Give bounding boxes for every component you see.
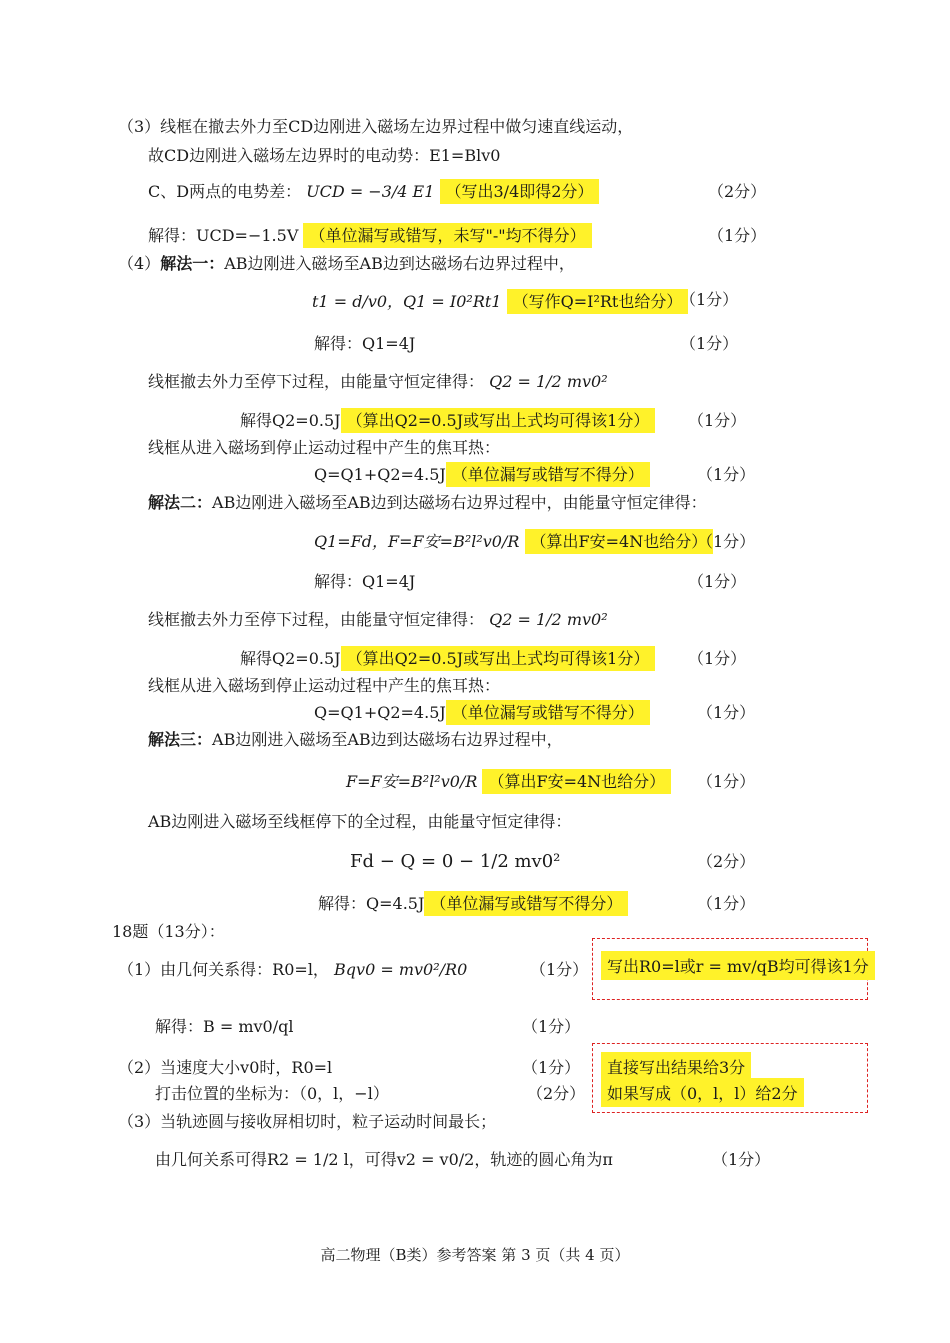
- m1-energy: [148, 370, 608, 394]
- q18-p1-box-text: 写出R0=l或r = mv/qB均可得该1分: [601, 951, 875, 980]
- m1-formula1: [312, 290, 688, 314]
- q18-p2-points: （1分）: [522, 1058, 581, 1077]
- part3-line3-note: （写出3/4即得2分）: [440, 179, 600, 204]
- m1-total-note: （单位漏写或错写不得分）: [446, 462, 650, 487]
- m1-result1: 解得：Q1=4J: [314, 334, 416, 353]
- m3-energy: AB边刚进入磁场至线框停下的全过程，由能量守恒定律得：: [148, 812, 572, 831]
- m3-formula1-note: （算出F安=4N也给分）: [482, 769, 671, 794]
- m2-total-note: （单位漏写或错写不得分）: [446, 700, 650, 725]
- m3-formula2-points: （2分）: [697, 852, 756, 871]
- q18-p1-result-points: （1分）: [522, 1017, 581, 1036]
- q18-p1: [118, 958, 467, 982]
- q18-p3-points: （1分）: [712, 1150, 771, 1169]
- m2-total-text: Q=Q1+Q2=4.5J: [314, 703, 446, 722]
- part3-line2: 故CD边刚进入磁场左边界时的电动势：E1=Blv0: [148, 146, 501, 165]
- m1-result2-points: （1分）: [688, 411, 747, 430]
- part3-line4: [148, 224, 592, 248]
- m1-energy-formula: Q2 = 1/2 mv0²: [489, 372, 608, 391]
- m3-result: [318, 892, 628, 916]
- q18-p1-formula: Bqv0 = mv0²/R0: [334, 960, 468, 979]
- part3-line4-note: （单位漏写或错写，未写"-"均不得分）: [303, 223, 591, 248]
- method3-header: [148, 728, 563, 752]
- m1-result2-text: 解得Q2=0.5J: [240, 411, 341, 430]
- m3-formula1-text: F=F安=B²l²v0/R: [346, 772, 478, 791]
- q18-p2-box-line2: 如果写成（0，l，l）给2分: [601, 1078, 804, 1107]
- m1-formula1-note: （写作Q=I²Rt也给分）: [507, 289, 689, 314]
- m2-formula1-text: Q1=Fd，F=F安=B²l²v0/R: [314, 532, 520, 551]
- m1-formula1-points: （1分）: [680, 290, 739, 309]
- part3-line4-text: 解得：UCD=−1.5V: [148, 226, 299, 245]
- m2-result1-points: （1分）: [688, 572, 747, 591]
- q18-p1-result: 解得：B = mv0/ql: [155, 1017, 294, 1036]
- method2-intro: AB边刚进入磁场至AB边到达磁场右边界过程中，由能量守恒定律得：: [212, 493, 707, 512]
- m2-formula1-points: （1分）: [697, 532, 756, 551]
- method3-intro: AB边刚进入磁场至AB边到达磁场右边界过程中，: [212, 730, 563, 749]
- q18-p2-coord-points: （2分）: [527, 1084, 586, 1103]
- m3-formula2: Fd − Q = 0 − 1/2 mv0²: [350, 851, 561, 872]
- part3-line1: （3）线框在撤去外力至CD边刚进入磁场左边界过程中做匀速直线运动，: [118, 117, 634, 136]
- part4-header: [118, 252, 575, 276]
- q18-p1-text: （1）由几何关系得：R0=l，: [118, 960, 329, 979]
- part3-line4-points: （1分）: [708, 226, 767, 245]
- method2-header: [148, 491, 707, 515]
- method2-label: 解法二：: [148, 493, 213, 512]
- part3-line3-text: C、D两点的电势差：: [148, 182, 302, 201]
- m2-result1: 解得：Q1=4J: [314, 572, 416, 591]
- m1-total: [314, 463, 650, 487]
- part4-label: （4）: [118, 254, 161, 273]
- q18-p2: （2）当速度大小v0时，R0=l: [118, 1058, 333, 1077]
- q18-p3: （3）当轨迹圆与接收屏相切时，粒子运动时间最长；: [118, 1112, 497, 1131]
- m2-energy-text: 线框撤去外力至停下过程，由能量守恒定律得：: [148, 610, 485, 629]
- q18-p3-geo: 由几何关系可得R2 = 1/2 l，可得v2 = v0/2，轨迹的圆心角为π: [155, 1150, 613, 1169]
- m2-total-points: （1分）: [697, 703, 756, 722]
- m2-result2-text: 解得Q2=0.5J: [240, 649, 341, 668]
- q18-p1-points: （1分）: [530, 960, 589, 979]
- page-footer: 高二物理（B类）参考答案 第 3 页（共 4 页）: [320, 1246, 630, 1264]
- m2-formula1: [314, 530, 713, 554]
- part3-line3-formula: UCD = −3/4 E1: [306, 182, 435, 201]
- m1-result2-note: （算出Q2=0.5J或写出上式均可得该1分）: [341, 408, 656, 433]
- m3-formula1-points: （1分）: [697, 772, 756, 791]
- m3-result-text: 解得：Q=4.5J: [318, 894, 425, 913]
- m1-heat: 线框从进入磁场到停止运动过程中产生的焦耳热：: [148, 438, 501, 457]
- q18-title: 18题（13分）：: [112, 922, 225, 941]
- m1-result1-points: （1分）: [680, 334, 739, 353]
- m2-result2-note: （算出Q2=0.5J或写出上式均可得该1分）: [341, 646, 656, 671]
- q18-p2-box: [592, 1043, 868, 1113]
- m1-total-text: Q=Q1+Q2=4.5J: [314, 465, 446, 484]
- m1-result2: [240, 409, 655, 433]
- m2-total: [314, 701, 650, 725]
- q18-p2-coord: 打击位置的坐标为：（0，l，−l）: [155, 1084, 389, 1103]
- m3-result-note: （单位漏写或错写不得分）: [424, 891, 628, 916]
- part3-line3: [148, 180, 599, 204]
- m2-energy: [148, 608, 608, 632]
- method1-label: 解法一：: [160, 254, 225, 273]
- m3-result-points: （1分）: [697, 894, 756, 913]
- m2-heat: 线框从进入磁场到停止运动过程中产生的焦耳热：: [148, 676, 501, 695]
- method3-label: 解法三：: [148, 730, 213, 749]
- m1-formula1-text: t1 = d/v0，Q1 = I0²Rt1: [312, 292, 502, 311]
- m2-formula1-note: （算出F安=4N也给分）: [525, 529, 714, 554]
- q18-p1-box: [592, 938, 868, 1000]
- m3-formula1: [346, 770, 671, 794]
- method1-intro: AB边刚进入磁场至AB边到达磁场右边界过程中，: [224, 254, 575, 273]
- m2-result2: [240, 647, 655, 671]
- q18-p2-box-line1: 直接写出结果给3分: [601, 1052, 751, 1081]
- m2-result2-points: （1分）: [688, 649, 747, 668]
- m2-energy-formula: Q2 = 1/2 mv0²: [489, 610, 608, 629]
- m1-total-points: （1分）: [697, 465, 756, 484]
- m1-energy-text: 线框撤去外力至停下过程，由能量守恒定律得：: [148, 372, 485, 391]
- part3-line3-points: （2分）: [708, 182, 767, 201]
